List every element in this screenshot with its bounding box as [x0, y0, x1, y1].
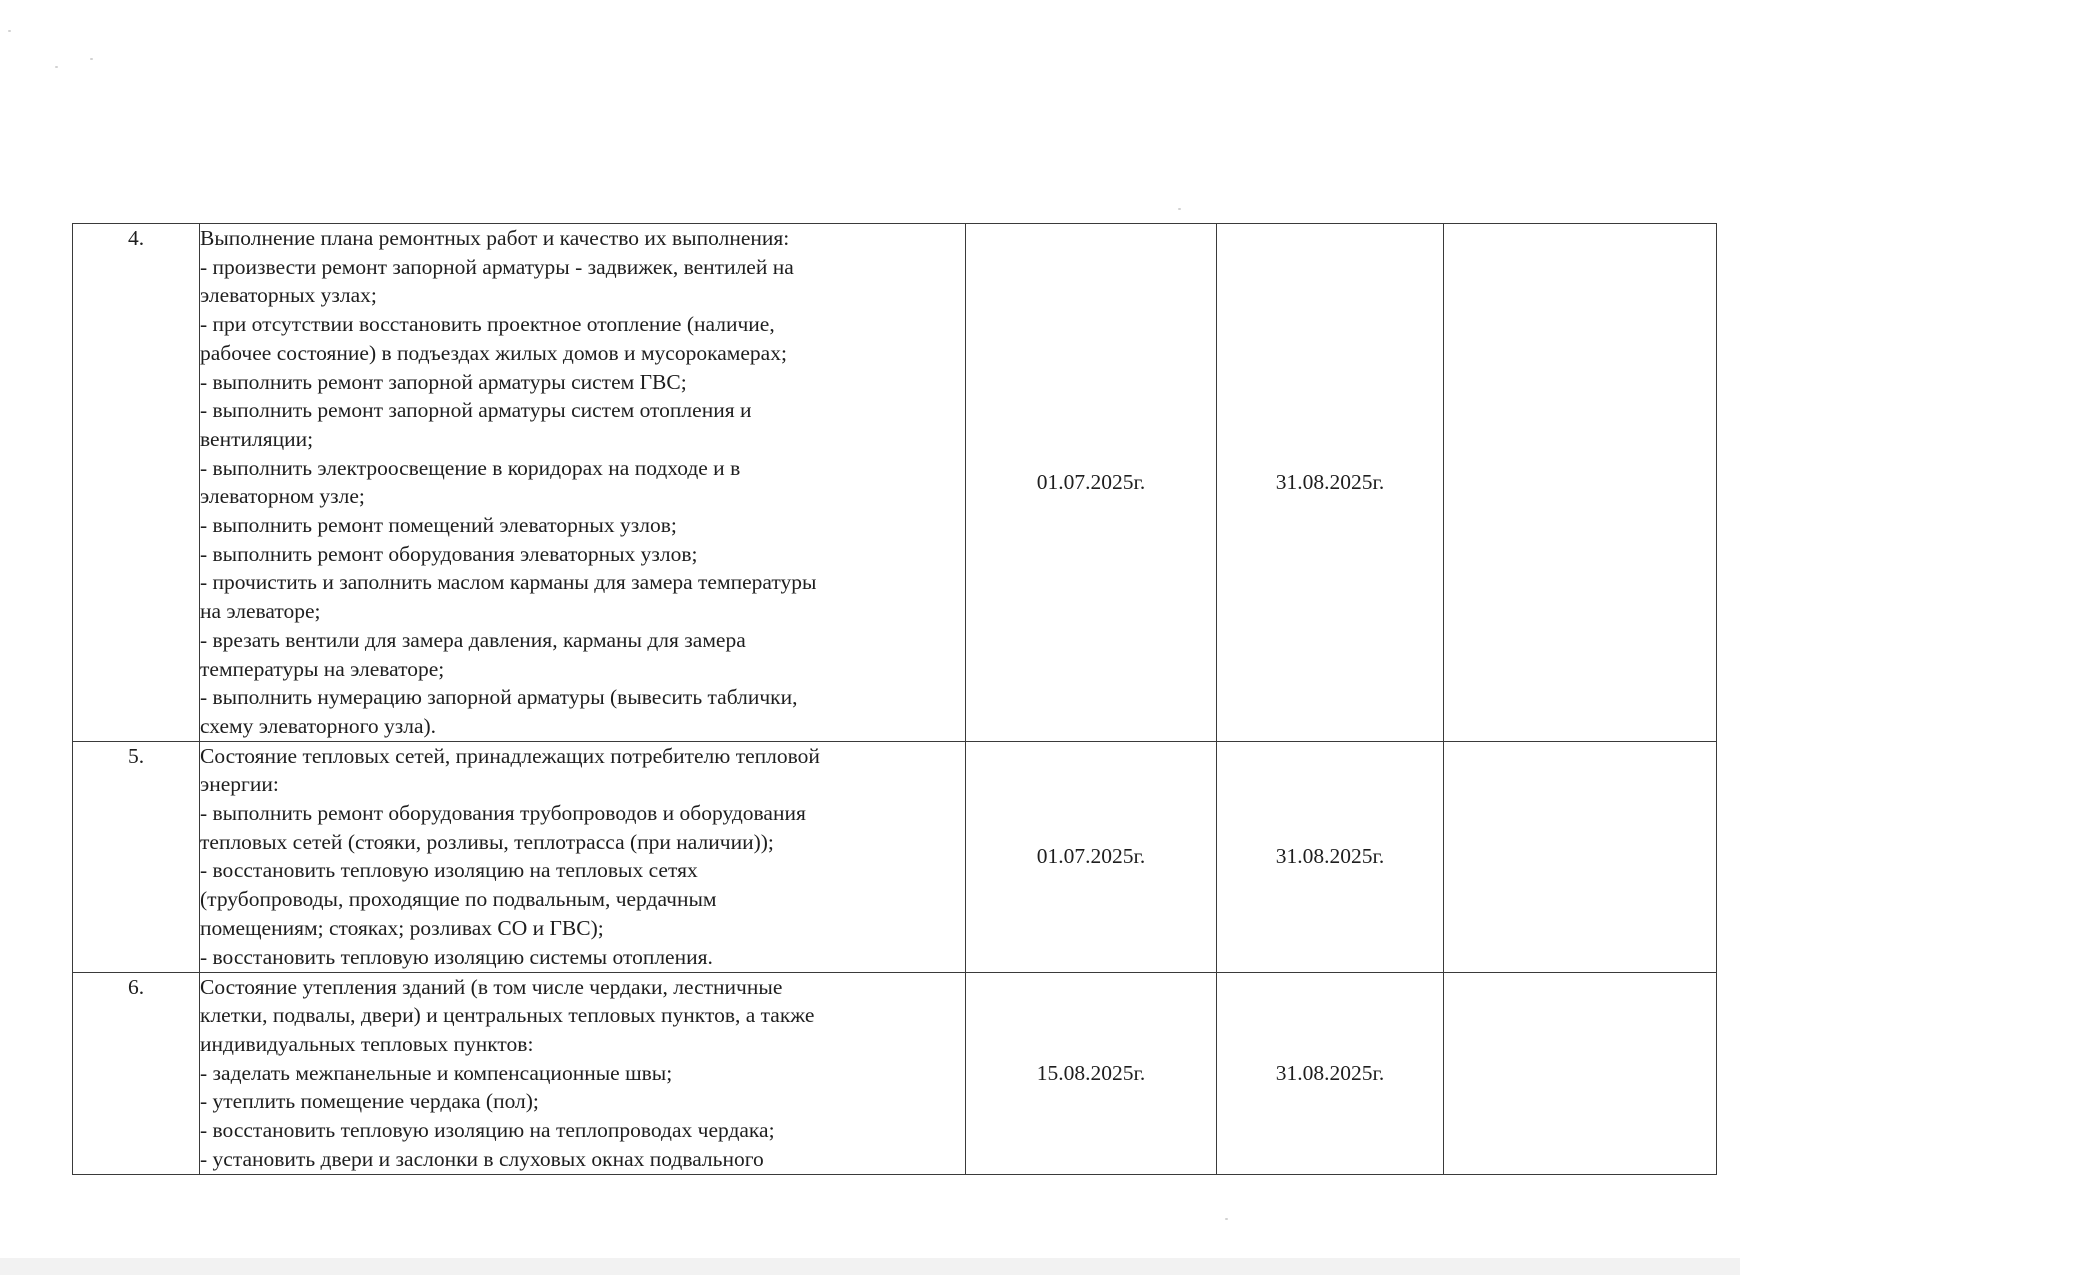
description-line: - утеплить помещение чердака (пол); — [200, 1089, 539, 1114]
description-line: температуры на элеваторе; — [200, 656, 445, 681]
description-line: клетки, подвалы, двери) и центральных тепловых пунктов, а также — [200, 1003, 815, 1028]
end-date: 31.08.2025г. — [1217, 741, 1444, 972]
description-line: - выполнить ремонт запорной арматуры систем ГВС; — [200, 369, 687, 394]
row-number: 6. — [73, 972, 200, 1174]
description-line: схему элеваторного узла). — [200, 713, 437, 738]
scan-edge-strip — [0, 1258, 1740, 1275]
table-row — [73, 224, 1717, 742]
description-line: (трубопроводы, проходящие по подвальным, чердачным — [200, 887, 717, 912]
note-cell — [1444, 224, 1717, 742]
description-line: элеваторных узлах; — [200, 283, 377, 308]
description-line: - заделать межпанельные и компенсационные швы; — [200, 1060, 673, 1085]
description-line: - восстановить тепловую изоляцию на теплопроводах чердака; — [200, 1118, 775, 1143]
start-date: 15.08.2025г. — [966, 972, 1217, 1174]
description-line: элеваторном узле; — [200, 484, 365, 509]
description-line: - врезать вентили для замера давления, карманы для замера — [200, 627, 746, 652]
description-line: рабочее состояние) в подъездах жилых домов и мусорокамерах; — [200, 340, 787, 365]
row-description — [200, 224, 966, 742]
start-date: 01.07.2025г. — [966, 741, 1217, 972]
description-line: индивидуальных тепловых пунктов: — [200, 1032, 534, 1057]
scan-speck — [1178, 208, 1181, 210]
start-date: 01.07.2025г. — [966, 224, 1217, 742]
work-plan-table — [72, 223, 1717, 1175]
row-number: 4. — [73, 224, 200, 742]
row-description — [200, 741, 966, 972]
description-line: энергии: — [200, 772, 279, 797]
scan-speck — [55, 66, 58, 68]
description-line: - выполнить ремонт оборудования элеваторных узлов; — [200, 541, 698, 566]
table-row — [73, 741, 1717, 972]
table-row — [73, 972, 1717, 1174]
description-line: - восстановить тепловую изоляцию на тепловых сетях — [200, 858, 698, 883]
description-line: помещениям; стояках; розливах СО и ГВС); — [200, 915, 604, 940]
description-line: тепловых сетей (стояки, розливы, теплотрасса (при наличии)); — [200, 829, 774, 854]
description-line: - прочистить и заполнить маслом карманы для замера температуры — [200, 570, 817, 595]
description-line: - выполнить ремонт оборудования трубопроводов и оборудования — [200, 801, 806, 826]
note-cell — [1444, 972, 1717, 1174]
scan-speck — [8, 30, 11, 32]
description-line: - выполнить нумерацию запорной арматуры (вывесить таблички, — [200, 685, 798, 710]
description-line: на элеваторе; — [200, 599, 321, 624]
description-line: - восстановить тепловую изоляцию системы отопления. — [200, 944, 713, 969]
description-line: вентиляции; — [200, 426, 314, 451]
description-line: Состояние тепловых сетей, принадлежащих потребителю тепловой — [200, 743, 820, 768]
description-line: - произвести ремонт запорной арматуры - задвижек, вентилей на — [200, 254, 794, 279]
description-line: - установить двери и заслонки в слуховых окнах подвального — [200, 1146, 764, 1171]
scan-speck — [1225, 1218, 1228, 1220]
row-description — [200, 972, 966, 1174]
description-line: - выполнить электроосвещение в коридорах на подходе и в — [200, 455, 741, 480]
end-date: 31.08.2025г. — [1217, 972, 1444, 1174]
row-number: 5. — [73, 741, 200, 972]
description-line: - при отсутствии восстановить проектное отопление (наличие, — [200, 312, 775, 337]
scan-speck — [90, 58, 93, 60]
description-line: Выполнение плана ремонтных работ и качество их выполнения: — [200, 226, 790, 250]
description-line: - выполнить ремонт запорной арматуры систем отопления и — [200, 398, 752, 423]
end-date: 31.08.2025г. — [1217, 224, 1444, 742]
note-cell — [1444, 741, 1717, 972]
description-line: - выполнить ремонт помещений элеваторных узлов; — [200, 513, 677, 538]
description-line: Состояние утепления зданий (в том числе чердаки, лестничные — [200, 974, 783, 999]
